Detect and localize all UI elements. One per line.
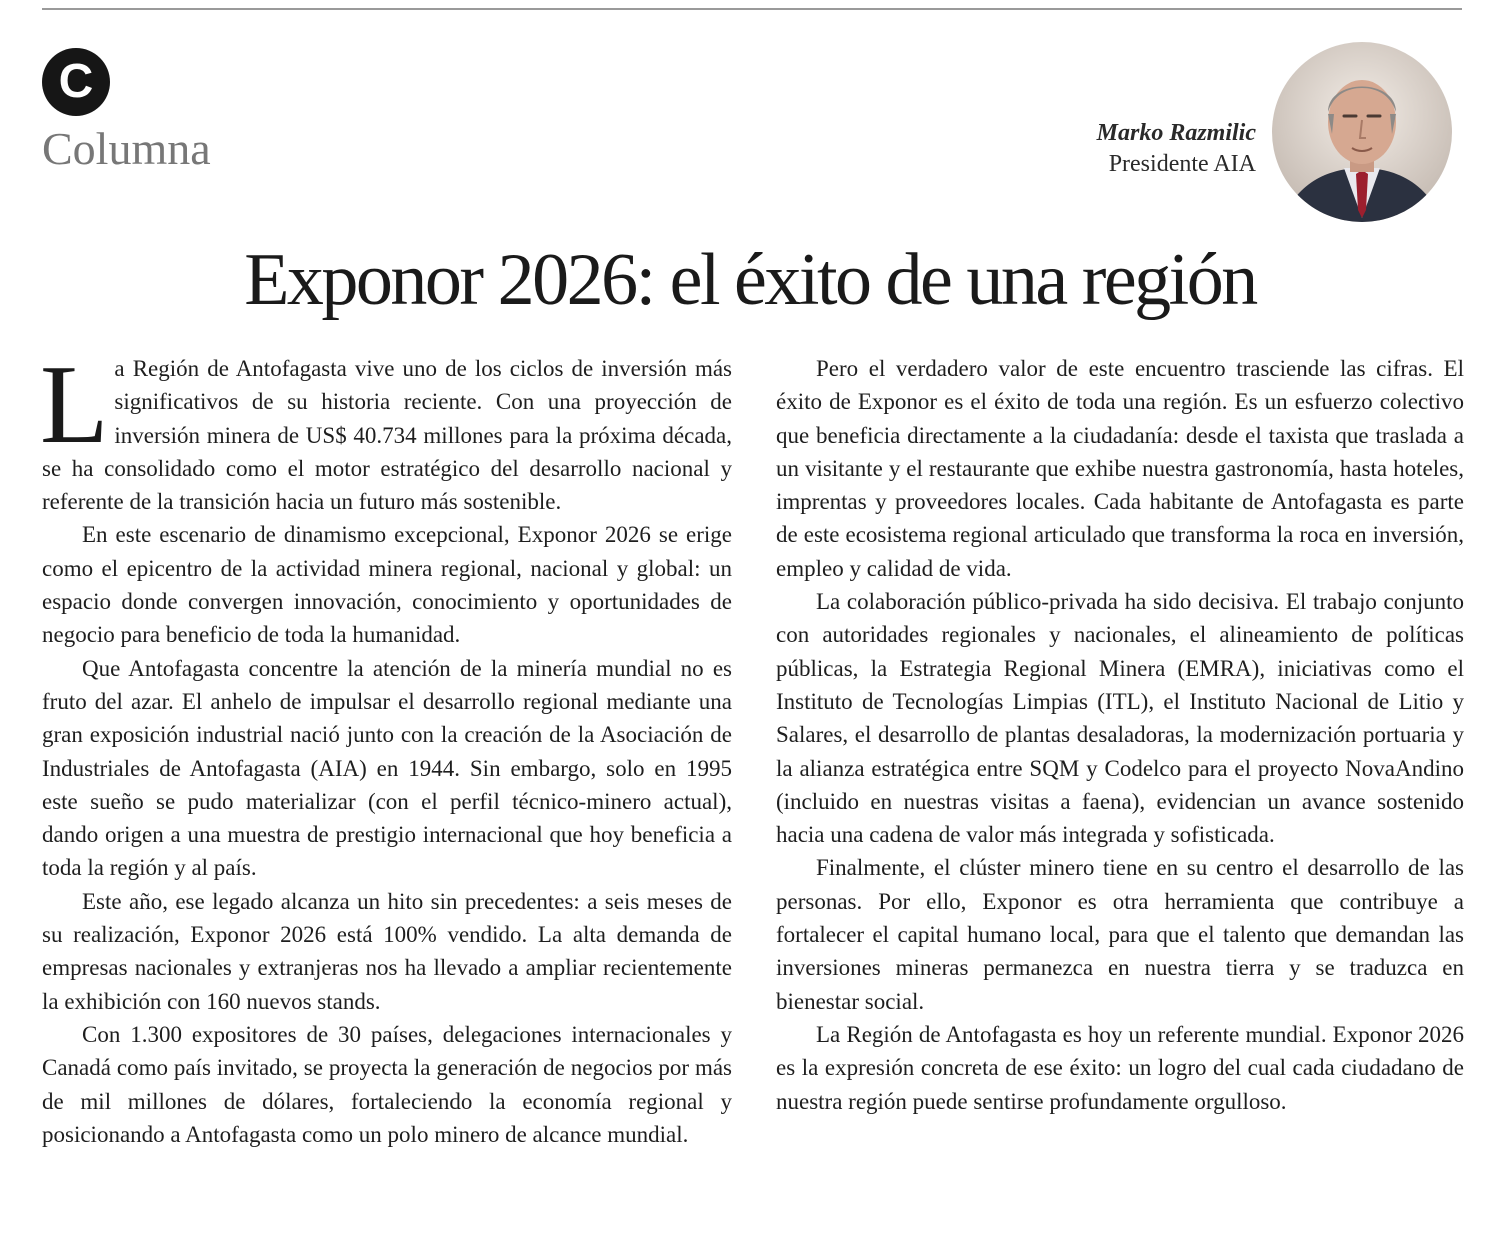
drop-cap: L xyxy=(40,343,109,467)
paragraph: La colaboración público-privada ha sido decisiva. El trabajo conjunto con autoridades regionales y nacionales, el alineamiento de políticas públicas, la Estrategia Regional Minera (EMRA), iniciativas como el Instituto de Tecnologías Limpias (ITL), el Instituto Nacional de Litio y Salares, el desarrollo de plantas desaladoras, la modernización portuaria y la alianza estratégica entre SQM y Codelco para el proyecto NovaAndino (incluido en nuestras visitas a faena), evidencian un avance sostenido hacia una cadena de valor más integrada y sofisticada. xyxy=(776,589,1464,848)
paragraph: En este escenario de dinamismo excepcional, Exponor 2026 se erige como el epicentro de la actividad minera regional, nacional y global: un espacio donde convergen innovación, conocimiento y oportunidades de negocio para beneficio de toda la humanidad. xyxy=(42,522,732,648)
paragraph: Con 1.300 expositores de 30 países, delegaciones internacionales y Canadá como país invitado, se proyecta la generación de negocios por más de mil millones de dólares, fortaleciendo la economía regional y posicionando a Antofagasta como un polo minero de alcance mundial. xyxy=(42,1021,732,1147)
article-column-right xyxy=(776,352,1464,1118)
author-name: Marko Razmilic xyxy=(1096,120,1256,146)
paragraph: Este año, ese legado alcanza un hito sin precedentes: a seis meses de su realización, Exponor 2026 está 100% vendido. La alta demanda de empresas nacionales y extranjeras nos ha llevado a ampliar recientemente la exhibición con 160 nuevos stands. xyxy=(42,888,732,1014)
section-label: Columna xyxy=(42,123,211,174)
paragraph xyxy=(40,343,732,518)
paragraph: Finalmente, el clúster minero tiene en su centro el desarrollo de las personas. Por ello, Exponor es otra herramienta que contribuye a fortalecer el capital humano local, para que el talento que demandan las inversiones mineras permanezca en nuestra tierra y se traduzca en bienestar social. xyxy=(776,855,1464,1014)
paragraph: Que Antofagasta concentre la atención de la minería mundial no es fruto del azar. El anhelo de impulsar el desarrollo regional mediante una gran exposición industrial nació junto con la creación de la Asociación de Industriales de Antofagasta (AIA) en 1944. Sin embargo, solo en 1995 este sueño se pudo materializar (con el perfil técnico-minero actual), dando origen a una muestra de prestigio internacional que hoy beneficia a toda la región y al país. xyxy=(42,655,732,881)
paragraph: Pero el verdadero valor de este encuentro trasciende las cifras. El éxito de Exponor es el éxito de toda una región. Es un esfuerzo colectivo que beneficia directamente a la ciudadanía: desde el taxista que traslada a un visitante y el restaurante que exhibe nuestra gastronomía, hasta hoteles, imprentas y proveedores locales. Cada habitante de Antofagasta es parte de este ecosistema regional articulado que transforma la roca en inversión, empleo y calidad de vida. xyxy=(776,356,1464,581)
byline xyxy=(1097,118,1256,180)
paragraph: La Región de Antofagasta es hoy un referente mundial. Exponor 2026 es la expresión concreta de ese éxito: un logro del cual cada ciudadano de nuestra región puede sentirse profundamente orgulloso. xyxy=(776,1021,1464,1114)
author-role: Presidente AIA xyxy=(1108,151,1256,178)
top-rule xyxy=(42,8,1462,10)
article-column-left xyxy=(40,343,732,1151)
headline: Exponor 2026: el éxito de una región xyxy=(244,239,1256,321)
author-portrait-icon xyxy=(1272,42,1452,222)
author-photo xyxy=(1272,42,1452,222)
section-badge: C xyxy=(42,48,110,116)
paragraph-text: a Región de Antofagasta vive uno de los ciclos de inversión más significativos de su historia reciente. Con una proyección de inversión minera de US$ 40.734 millones para la próxima década, se ha consolidado como el motor estratégico del desarrollo nacional y referente de la transición hacia un futuro más sostenible. xyxy=(42,356,732,515)
